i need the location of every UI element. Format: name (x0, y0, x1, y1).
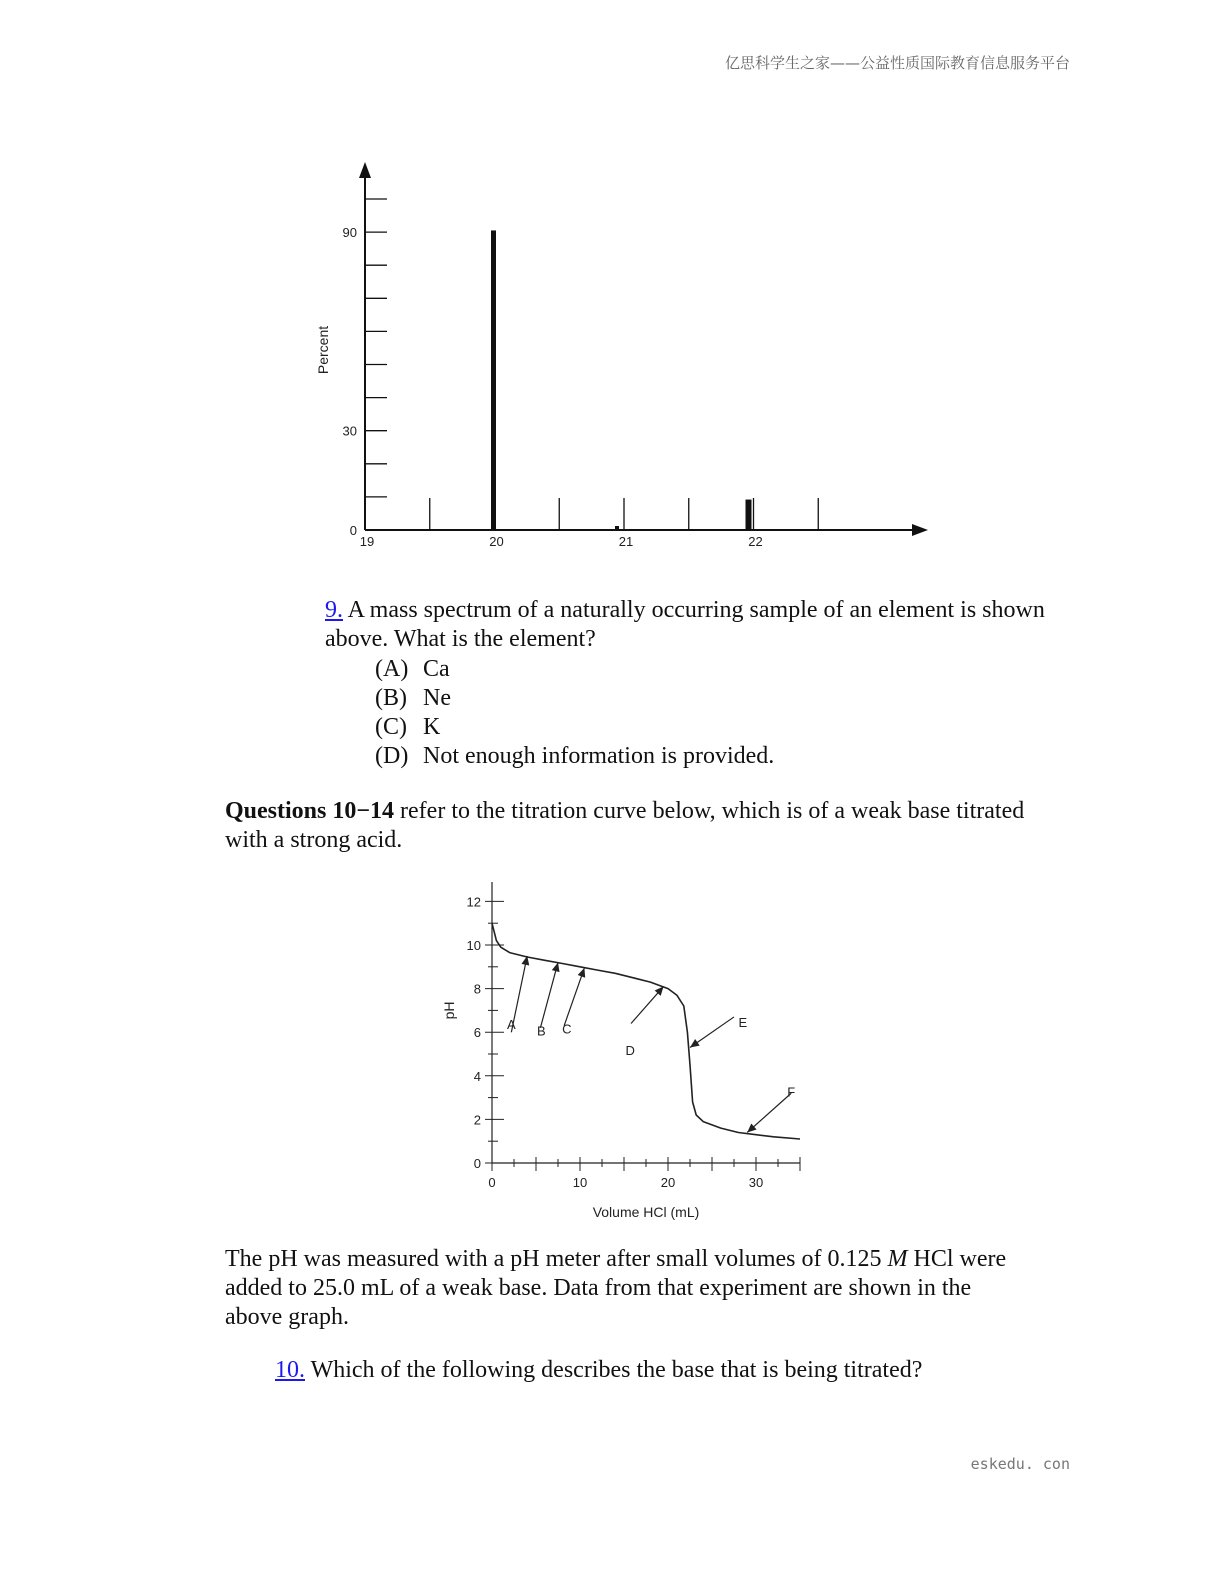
questions-intro-text: refer to the titration curve below, which is of a weak base titrated with a strong acid. (225, 798, 1025, 853)
experiment-paragraph (225, 1245, 1025, 1332)
choice-b-label: (B) (375, 685, 407, 711)
paragraph-text-1: The pH was measured with a pH meter after small volumes of 0.125 (225, 1246, 888, 1272)
x-tick-label: 22 (748, 534, 763, 549)
arrow-head (552, 962, 560, 972)
choice-b (375, 684, 774, 713)
x-tick-label: 0 (488, 1175, 496, 1190)
y-tick-label: 12 (466, 894, 481, 910)
molarity-unit: M (887, 1246, 908, 1272)
y-tick-label: 4 (473, 1068, 481, 1084)
mass-spectrum-chart (300, 150, 950, 560)
y-tick-label: 0 (473, 1156, 481, 1171)
y-tick-label: 2 (473, 1112, 481, 1128)
choice-a (375, 655, 774, 684)
choice-b-text: Ne (423, 685, 451, 711)
y-tick-label: 90 (342, 225, 357, 241)
bar (615, 526, 619, 530)
x-tick-label: 20 (489, 534, 504, 549)
choice-d-text: Not enough information is provided. (423, 743, 775, 769)
choice-a-label: (A) (375, 656, 409, 682)
question-9 (325, 596, 1045, 654)
arrow-head (690, 1039, 700, 1047)
annotation-label: D (625, 1043, 635, 1059)
choice-c-label: (C) (375, 714, 407, 740)
questions-intro (225, 797, 1025, 855)
annotation-label: B (536, 1023, 546, 1039)
annotation-label: E (738, 1014, 748, 1030)
page-header: 亿思科学生之家——公益性质国际教育信息服务平台 (724, 54, 1070, 72)
question-9-choices (375, 655, 774, 771)
x-tick-label: 21 (618, 534, 634, 549)
page-footer: eskedu. con (970, 1455, 1070, 1473)
x-tick-label: 19 (359, 534, 375, 549)
titration-curve-chart (430, 870, 830, 1230)
annotation-label: A (507, 1016, 516, 1032)
choice-d-label: (D) (375, 743, 409, 769)
question-9-text: A mass spectrum of a naturally occurring sample of an element is shown above. What is the element? (325, 597, 1045, 652)
y-axis-title: pH (441, 1001, 457, 1020)
choice-c-text: K (423, 714, 441, 740)
x-tick-label: 30 (748, 1175, 764, 1190)
y-tick-label: 10 (466, 938, 481, 953)
y-axis-title: Percent (315, 325, 331, 375)
paragraph-text-2: HCl were added to 25.0 mL of a weak base. Data from that experiment are shown in the above graph. (225, 1246, 1007, 1330)
question-10 (275, 1356, 1035, 1385)
y-axis-arrow (359, 162, 371, 178)
x-tick-label: 10 (572, 1175, 588, 1190)
y-tick-label: 8 (473, 981, 481, 997)
arrow-head (578, 968, 586, 978)
question-10-text: Which of the following describes the base that is being titrated? (305, 1357, 923, 1383)
bar (746, 500, 752, 530)
choice-d (375, 742, 774, 771)
annotation-label: C (562, 1021, 572, 1037)
x-axis-arrow (912, 524, 928, 536)
y-tick-label: 6 (473, 1025, 481, 1041)
x-axis-title: Volume HCl (mL) (592, 1204, 700, 1220)
arrow-line (564, 968, 584, 1026)
arrow-line (540, 962, 558, 1027)
question-9-link[interactable]: 9. (325, 597, 343, 623)
questions-range: Questions 10−14 (225, 798, 395, 824)
annotation-label: F (787, 1084, 796, 1100)
question-10-link[interactable]: 10. (275, 1357, 305, 1383)
choice-c (375, 713, 774, 742)
x-tick-label: 20 (660, 1175, 676, 1190)
y-tick-label: 0 (349, 523, 357, 538)
y-tick-label: 30 (342, 423, 357, 439)
bar (491, 230, 496, 530)
choice-a-text: Ca (423, 656, 450, 682)
